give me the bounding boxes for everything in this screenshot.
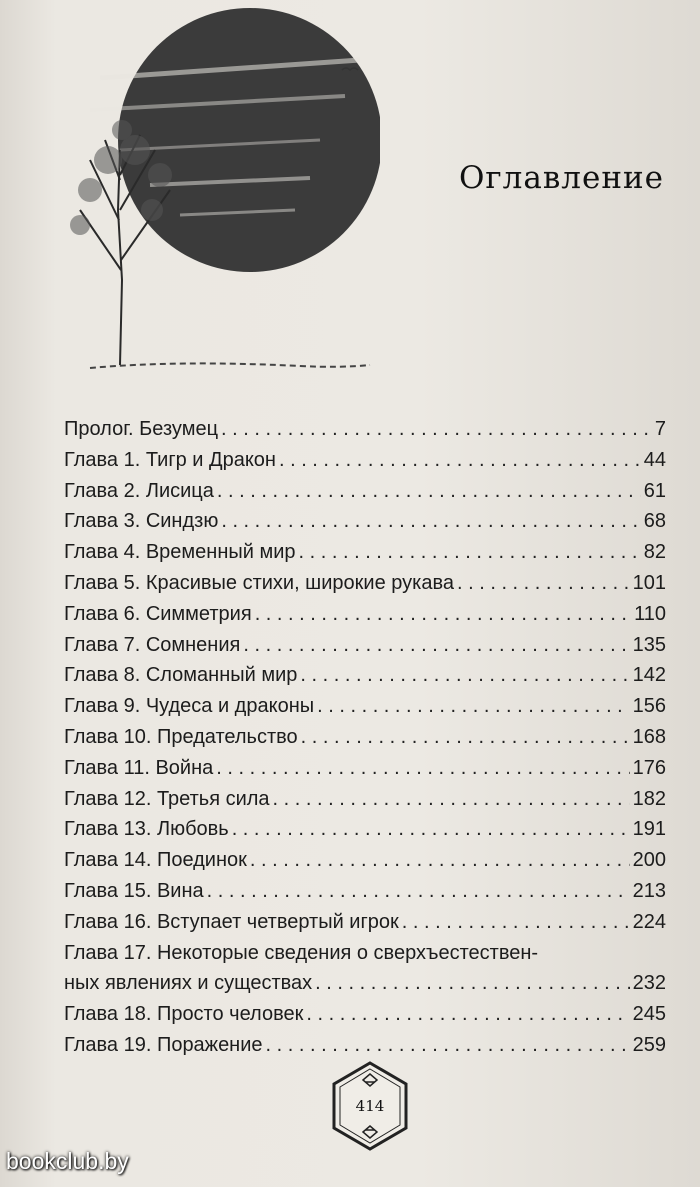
dot-leader: [402, 907, 630, 938]
toc-entry-page: 156: [632, 695, 666, 718]
toc-entry-page: 224: [632, 910, 666, 933]
toc-entry-title: Глава 10. Предательство: [64, 725, 298, 748]
toc-entry-page: 245: [632, 1003, 666, 1026]
toc-entry-page: 259: [632, 1033, 666, 1056]
toc-entry-page: 232: [632, 972, 666, 995]
toc-entry-title: Пролог. Безумец: [64, 418, 219, 440]
toc-entry[interactable]: [64, 845, 666, 876]
toc-entry-title: Глава 6. Симметрия: [64, 602, 252, 625]
dot-leader: [317, 691, 630, 722]
dot-leader: [221, 506, 640, 537]
dot-leader: [207, 876, 630, 907]
toc-entry-title: Глава 14. Поединок: [64, 849, 247, 872]
page-number-badge: [331, 1060, 409, 1152]
toc-entry-title: Глава 18. Просто человек: [64, 1003, 304, 1026]
toc-entry-title-continued: ных явлениях и существах: [64, 972, 313, 995]
toc-entry[interactable]: [64, 599, 666, 630]
site-watermark: bookclub.by: [6, 1148, 129, 1174]
dot-leader: [299, 537, 641, 568]
toc-entry-title: Глава 5. Красивые стихи, широкие рукава: [64, 571, 454, 594]
toc-entry[interactable]: [64, 907, 666, 938]
dot-leader: [273, 784, 630, 815]
toc-entry[interactable]: [64, 753, 666, 784]
toc-entry-title: Глава 11. Война: [64, 756, 214, 779]
toc-entry-title: Глава 4. Временный мир: [64, 541, 296, 564]
dot-leader: [216, 753, 629, 784]
toc-entry-title: Глава 19. Поражение: [64, 1033, 263, 1056]
toc-entry-title: Глава 9. Чудеса и драконы: [64, 695, 315, 718]
dot-leader: [266, 1030, 630, 1061]
toc-entry[interactable]: [64, 1030, 666, 1061]
toc-entry-page: 168: [632, 725, 666, 748]
toc-entry-title: Глава 16. Вступает четвертый игрок: [64, 910, 399, 933]
dot-leader: [300, 660, 629, 691]
toc-entry-title: Глава 15. Вина: [64, 879, 204, 902]
toc-entry[interactable]: [64, 660, 666, 691]
toc-entry[interactable]: [64, 568, 666, 599]
toc-entry[interactable]: [64, 691, 666, 722]
dot-leader: [217, 476, 641, 507]
toc-entry-page: 68: [643, 510, 666, 533]
dot-leader: [232, 814, 630, 845]
toc-heading: Оглавление: [459, 160, 664, 196]
dot-leader: [315, 968, 629, 999]
toc-entry-title: Глава 2. Лисица: [64, 479, 214, 502]
toc-entry[interactable]: [64, 414, 666, 445]
toc-entry[interactable]: [64, 722, 666, 753]
toc-entry[interactable]: [64, 784, 666, 815]
toc-entry-page: 61: [643, 479, 666, 502]
toc-entry-title: Глава 3. Синдзю: [64, 510, 219, 533]
toc-entry-page: 213: [632, 879, 666, 902]
toc-entry-title: Глава 13. Любовь: [64, 818, 229, 841]
toc-entry-page: 44: [643, 448, 666, 471]
ground-line: [90, 363, 370, 368]
toc-entry-title: Глава 12. Третья сила: [64, 787, 270, 810]
toc-entry-page: 200: [632, 849, 666, 872]
dot-leader: [279, 445, 641, 476]
moon-and-tree-illustration: [60, 0, 380, 390]
toc-entry[interactable]: [64, 476, 666, 507]
page-number: 414: [355, 1097, 385, 1115]
dot-leader: [255, 599, 631, 630]
toc-entry[interactable]: [64, 506, 666, 537]
dot-leader: [250, 845, 630, 876]
toc-entry-title: Глава 8. Сломанный мир: [64, 664, 298, 687]
toc-entry-page: 191: [632, 818, 666, 841]
toc-entry-page: 182: [632, 787, 666, 810]
moon-shape: [118, 8, 380, 272]
dot-leader: [301, 722, 630, 753]
toc-entry[interactable]: [64, 630, 666, 661]
toc-entry-page: 101: [632, 571, 666, 594]
toc-entry[interactable]: [64, 537, 666, 568]
toc-entry[interactable]: [64, 876, 666, 907]
toc-entry[interactable]: [64, 814, 666, 845]
toc-entry-page: 176: [632, 756, 666, 779]
table-of-contents: [64, 414, 666, 1061]
toc-entry-multiline[interactable]: [64, 938, 666, 1000]
toc-entry-page: 142: [632, 664, 666, 687]
toc-entry[interactable]: [64, 999, 666, 1030]
toc-entry[interactable]: [64, 445, 666, 476]
toc-entry-page: 7: [654, 418, 666, 440]
toc-entry-title: Глава 17. Некоторые сведения о сверхъестествен-: [64, 941, 539, 964]
toc-entry-title: Глава 1. Тигр и Дракон: [64, 448, 276, 471]
dot-leader: [457, 568, 630, 599]
toc-entry-page: 135: [632, 633, 666, 656]
toc-entry-title: Глава 7. Сомнения: [64, 633, 241, 656]
toc-entry-page: 110: [634, 602, 666, 625]
toc-entry-page: 82: [643, 541, 666, 564]
dot-leader: [306, 999, 629, 1030]
dot-leader: [243, 630, 629, 661]
dot-leader: [221, 414, 652, 445]
